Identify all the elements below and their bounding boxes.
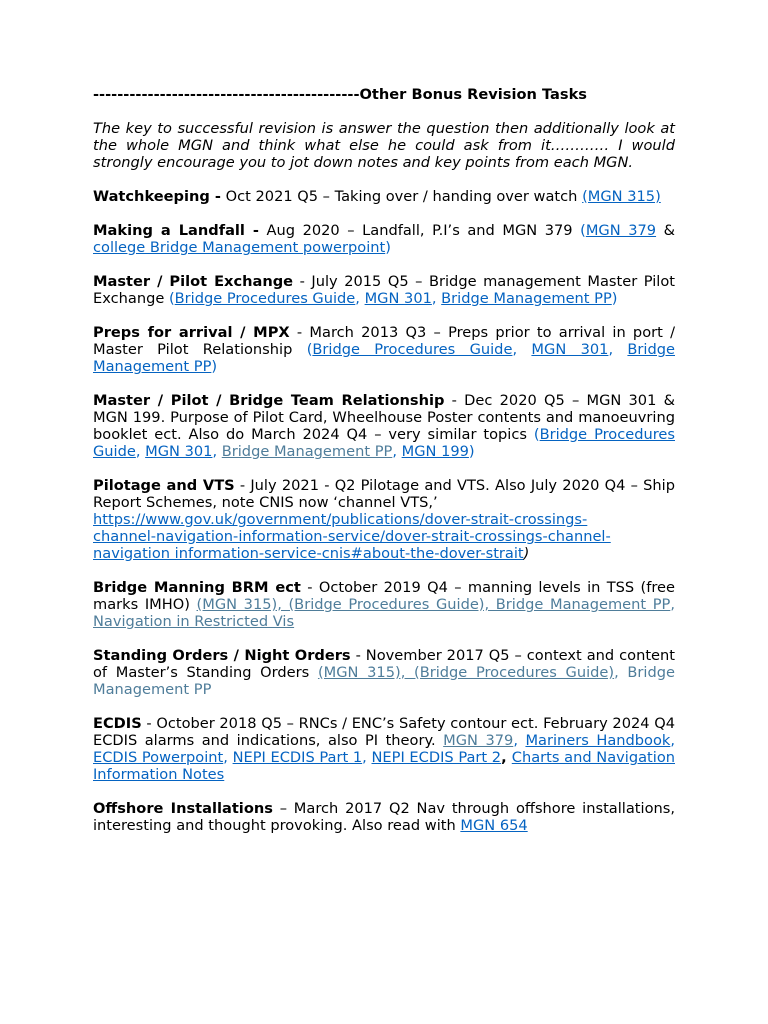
entry-text: - Dec 2020 Q5 – MGN 301 & MGN 199. Purpose of Pilot Card, Wheelhouse Poster contents and manoeuvring booklet ect. Also do March 2024 Q4 – very similar topics	[93, 392, 675, 443]
entry-preps-for-arrival	[93, 324, 675, 375]
entry-title: Offshore Installations	[93, 800, 273, 817]
link-mgn-379[interactable]: MGN 379	[585, 222, 657, 239]
entry-title: ECDIS	[93, 715, 142, 732]
link-mgn-315[interactable]: (MGN 315)	[582, 188, 661, 205]
separator: ,	[212, 443, 222, 460]
entry-text: – March 2017 Q2 Nav through offshore installations, interesting and thought provoking. Also read with	[93, 800, 675, 834]
entry-text: - October 2019 Q4 – manning levels in TSS (free marks IMHO)	[93, 579, 675, 613]
paren-open: (	[580, 222, 586, 239]
link-mgn-315-bpg-bridge-management[interactable]: (MGN 315), (Bridge Procedures Guide), Bridge Management PP	[196, 596, 671, 613]
link-charts-and-navigation-information-notes[interactable]: Charts and Navigation Information Notes	[93, 749, 675, 783]
entry-title: Pilotage and VTS	[93, 477, 235, 494]
separator: ,	[512, 341, 532, 358]
entry-title: Preps for arrival / MPX	[93, 324, 290, 341]
paren-close: )	[611, 290, 618, 307]
entry-title: Making a Landfall -	[93, 222, 259, 239]
entry-text: - July 2015 Q5 – Bridge management Master Pilot Exchange	[93, 273, 675, 307]
separator: ,	[135, 443, 146, 460]
bridge-management-pp-text: , Bridge Management PP	[93, 664, 675, 698]
ampersand: &	[656, 222, 675, 239]
entry-watchkeeping	[93, 188, 675, 205]
entry-title: Standing Orders / Night Orders	[93, 647, 351, 664]
link-bridge-procedures-guide[interactable]: Bridge Procedures Guide	[174, 290, 356, 307]
link-mgn-654[interactable]: MGN 654	[460, 817, 528, 834]
link-navigation-in-restricted-vis[interactable]: Navigation in Restricted Vis	[93, 613, 295, 630]
link-college-bridge-management-powerpoint[interactable]: college Bridge Management powerpoint	[93, 239, 386, 256]
separator: ,	[670, 596, 675, 613]
intro-paragraph: The key to successful revision is answer the question then additionally look at the whole MGN and think what else he could ask from it………… I would strongly encourage you to jot down notes and key points from each MGN.	[93, 120, 675, 171]
entry-ecdis	[93, 715, 675, 783]
link-ecdis-powerpoint[interactable]: ECDIS Powerpoint	[93, 749, 224, 766]
entry-text: - March 2013 Q3 – Preps prior to arrival in port / Master Pilot Relationship	[93, 324, 676, 358]
link-bridge-management-pp[interactable]: Bridge Management PP	[441, 290, 612, 307]
link-mgn-199[interactable]: MGN 199	[401, 443, 469, 460]
separator: ,	[513, 732, 526, 749]
link-bridge-management-pp[interactable]: Bridge Management PP	[221, 443, 393, 460]
link-mgn-301[interactable]: MGN 301	[364, 290, 432, 307]
entry-master-pilot-exchange	[93, 273, 675, 307]
entry-title: Master / Pilot / Bridge Team Relationship	[93, 392, 445, 409]
paren-close: )	[211, 358, 218, 375]
entry-text: Oct 2021 Q5 – Taking over / handing over watch	[220, 188, 583, 205]
separator: ,	[223, 749, 233, 766]
entry-bridge-team-relationship	[93, 392, 675, 460]
url-line: channel-navigation-information-service/dover-strait-crossings-channel-	[93, 528, 611, 545]
link-mgn-301[interactable]: MGN 301	[145, 443, 213, 460]
separator: ,	[392, 443, 402, 460]
paren-close: )	[385, 239, 391, 256]
separator: ,	[362, 749, 372, 766]
paren-open: (	[306, 341, 313, 358]
entry-text: - October 2018 Q5 – RNCs / ENC’s Safety contour ect. February 2024 Q4 ECDIS alarms and indications, also PI theory.	[93, 715, 675, 749]
entry-title: Master / Pilot Exchange	[93, 273, 294, 290]
entry-pilotage-and-vts	[93, 477, 675, 562]
link-dover-strait-cnis-url[interactable]	[93, 511, 675, 562]
separator: ,	[431, 290, 442, 307]
entry-title: Watchkeeping -	[93, 188, 221, 205]
entry-title: Bridge Manning BRM ect	[93, 579, 301, 596]
section-heading: --------------------------------------------Other Bonus Revision Tasks	[93, 86, 587, 103]
entry-standing-orders	[93, 647, 675, 698]
paren-open: (	[168, 290, 175, 307]
entry-text: - November 2017 Q5 – context and content of Master’s Standing Orders	[93, 647, 675, 681]
link-bridge-procedures-guide[interactable]: Bridge Procedures Guide	[312, 341, 513, 358]
separator: ,	[608, 341, 628, 358]
separator: ,	[670, 732, 676, 749]
link-mgn-315-bpg[interactable]: (MGN 315), (Bridge Procedures Guide)	[317, 664, 615, 681]
entry-bridge-manning	[93, 579, 675, 630]
link-nepi-ecdis-part-1[interactable]: NEPI ECDIS Part 1	[232, 749, 363, 766]
paren-close: )	[468, 443, 475, 460]
url-line: https://www.gov.uk/government/publications/dover-strait-crossings-	[93, 511, 588, 528]
link-mgn-301[interactable]: MGN 301	[531, 341, 609, 358]
entry-offshore-installations	[93, 800, 675, 834]
document-page	[93, 86, 675, 851]
separator: ,	[501, 749, 512, 766]
link-bridge-management-pp[interactable]: Bridge Management PP	[93, 341, 675, 375]
paren-open: (	[533, 426, 540, 443]
entry-text: - July 2021 - Q2 Pilotage and VTS. Also July 2020 Q4 – Ship Report Schemes, note CNIS now ‘channel VTS,’	[93, 477, 675, 511]
entry-text: Aug 2020 – Landfall, P.I’s and MGN 379	[258, 222, 581, 239]
link-mgn-379[interactable]: MGN 379	[443, 732, 514, 749]
link-bridge-procedures-guide[interactable]: Bridge Procedures Guide	[93, 426, 675, 460]
separator: ,	[355, 290, 365, 307]
entry-landfall	[93, 222, 675, 256]
link-mariners-handbook[interactable]: Mariners Handbook	[525, 732, 671, 749]
url-line: navigation information-service-cnis#about-the-dover-strait	[93, 545, 524, 562]
link-nepi-ecdis-part-2[interactable]: NEPI ECDIS Part 2	[371, 749, 502, 766]
paren-close: )	[523, 545, 530, 562]
